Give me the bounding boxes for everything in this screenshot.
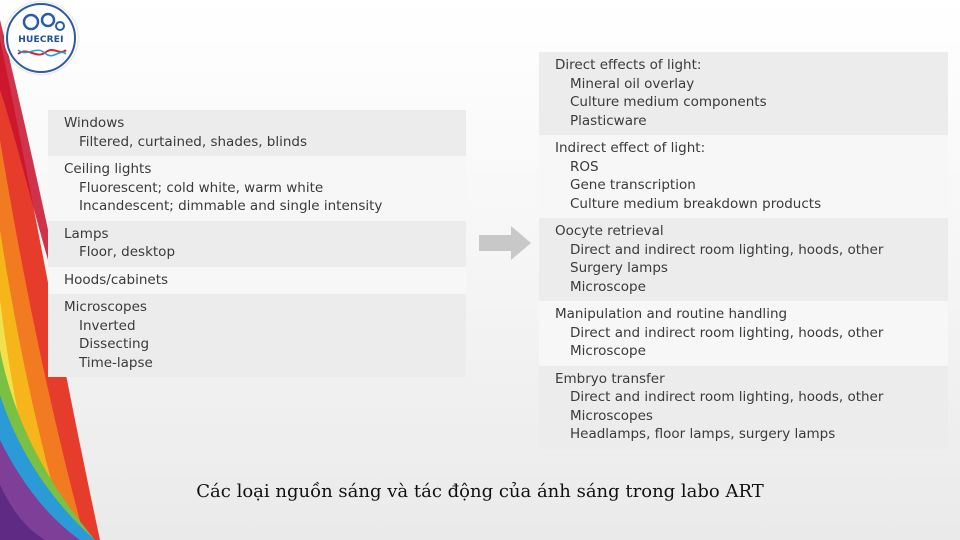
- table-group: [539, 366, 948, 449]
- table-group: [48, 156, 466, 221]
- logo-text: HUECREI: [18, 35, 64, 45]
- group-heading: Windows: [64, 115, 125, 131]
- group-item: Microscopes: [570, 407, 653, 424]
- group-item: Plasticware: [570, 112, 647, 129]
- group-heading: Indirect effect of light:: [555, 140, 706, 156]
- group-item: Incandescent; dimmable and single intensity: [79, 198, 383, 214]
- group-heading: Microscopes: [64, 299, 147, 315]
- group-item: Inverted: [79, 317, 136, 334]
- group-heading: Manipulation and routine handling: [555, 306, 788, 322]
- group-item: Direct and indirect room lighting, hoods, other: [570, 389, 884, 405]
- group-item: Microscope: [570, 343, 646, 359]
- group-item: Direct and indirect room lighting, hoods, other: [570, 324, 884, 341]
- huecrei-logo: [4, 2, 78, 74]
- group-item: Filtered, curtained, shades, blinds: [79, 133, 308, 150]
- group-heading: Hoods/cabinets: [64, 271, 169, 288]
- group-heading: Oocyte retrieval: [555, 223, 664, 239]
- right-arrow-icon: [479, 226, 531, 260]
- group-item: Culture medium components: [570, 94, 767, 110]
- group-heading: Direct effects of light:: [555, 57, 702, 73]
- table-group: [48, 267, 466, 295]
- table-group: [539, 301, 948, 366]
- group-item: Gene transcription: [570, 177, 696, 193]
- table-group: [539, 52, 948, 135]
- table-group: [48, 294, 466, 377]
- group-item: Floor, desktop: [79, 244, 176, 260]
- table-group: [539, 135, 948, 218]
- table-group: [539, 218, 948, 301]
- slide-caption: Các loại nguồn sáng và tác động của ánh sáng trong labo ART: [196, 481, 764, 502]
- group-item: Fluorescent; cold white, warm white: [79, 179, 324, 196]
- group-item: Surgery lamps: [570, 260, 668, 276]
- table-group: [48, 221, 466, 267]
- group-heading: Lamps: [64, 225, 109, 242]
- light-effects-table: [539, 52, 948, 449]
- group-item: Culture medium breakdown products: [570, 195, 822, 212]
- group-item: Mineral oil overlay: [570, 75, 695, 92]
- group-item: Microscope: [570, 278, 646, 295]
- group-item: Headlamps, floor lamps, surgery lamps: [570, 426, 836, 442]
- light-sources-table: [48, 110, 466, 377]
- group-item: Dissecting: [79, 336, 150, 352]
- group-item: Time-lapse: [79, 354, 153, 371]
- table-group: [48, 110, 466, 156]
- group-item: Direct and indirect room lighting, hoods, other: [570, 241, 884, 258]
- group-heading: Ceiling lights: [64, 161, 152, 177]
- group-heading: Embryo transfer: [555, 370, 665, 387]
- group-item: ROS: [570, 158, 599, 175]
